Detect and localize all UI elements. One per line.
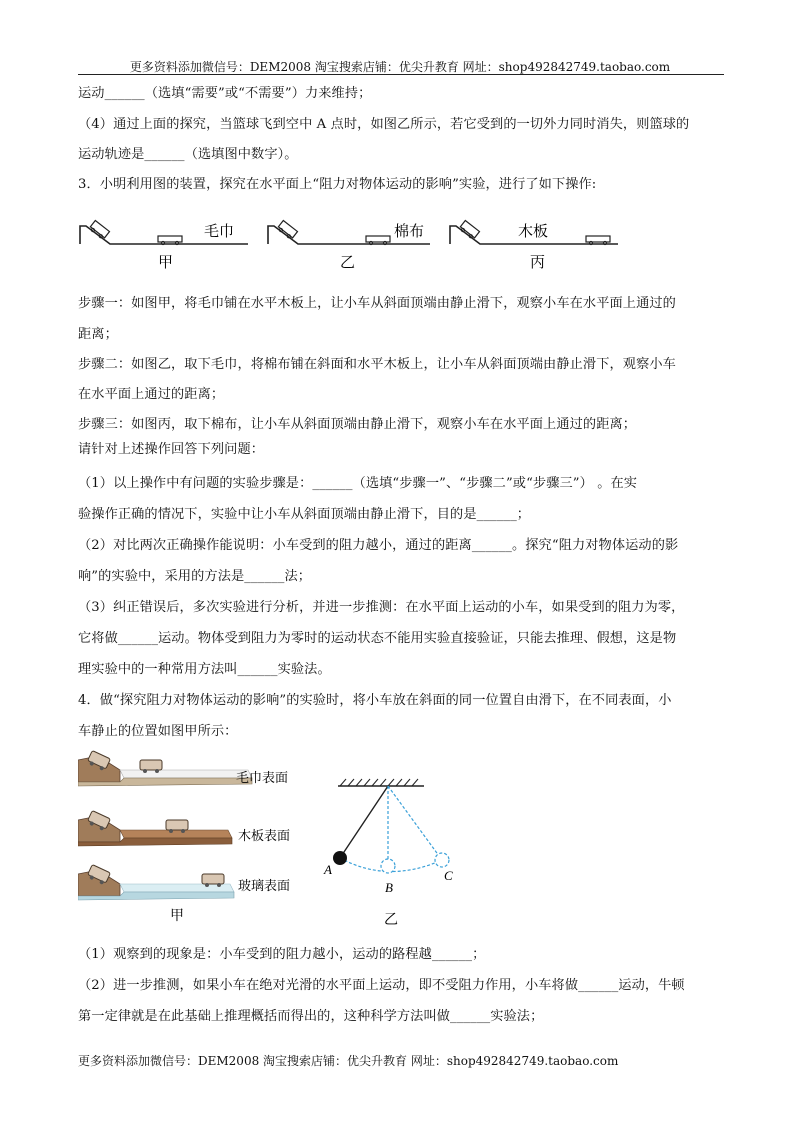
panel-bing	[450, 220, 618, 271]
surface-label: 毛巾表面	[236, 771, 289, 786]
surface-label: 玻璃表面	[238, 879, 291, 894]
page-footer: 更多资料添加微信号：DEM2008 淘宝搜索店铺：优尖升教育 网址：shop492842749.taobao.com	[78, 1054, 619, 1068]
wood-surface-track	[78, 811, 290, 846]
surface-label-wood: 木板	[518, 222, 549, 240]
text-line: 请针对上述操作回答下列问题：	[78, 442, 265, 457]
text-line: 第一定律就是在此基础上推理概括而得出的，这种科学方法叫做______实验法；	[78, 1009, 544, 1024]
surfaces-and-pendulum-figure	[78, 748, 498, 930]
header-rule	[78, 74, 724, 75]
text-line: （1）观察到的现象是：小车受到的阻力越小，运动的路程越______；	[78, 947, 486, 962]
towel-surface-track	[78, 751, 288, 786]
text-line: （3）纠正错误后，多次实验进行分析，并进一步推测：在水平面上运动的小车，如果受到的阻力为零，	[78, 600, 685, 615]
text-line: 在水平面上通过的距离；	[78, 387, 225, 402]
glass-surface-track	[78, 865, 290, 900]
point-label-b: B	[385, 880, 393, 895]
text-line: 步骤三：如图丙，取下棉布，让小车从斜面顶端由静止滑下，观察小车在水平面上通过的距离；	[78, 417, 637, 432]
pendulum-bob-c	[435, 853, 449, 867]
surface-label: 木板表面	[238, 829, 291, 844]
text-line: （2）对比两次正确操作能说明：小车受到的阻力越小，通过的距离______。探究“阻力对物体运动的影	[78, 538, 679, 553]
panel-jia	[80, 220, 248, 271]
text-line: （4）通过上面的探究，当篮球飞到空中 A 点时，如图乙所示，若它受到的一切外力同时消失，则篮球的	[78, 117, 690, 132]
point-label-a: A	[324, 862, 332, 877]
text-line: 运动______（选填“需要”或“不需要”）力来维持；	[78, 86, 372, 101]
panel-caption: 丙	[530, 253, 546, 271]
text-line: （1）以上操作中有问题的实验步骤是：______（选填“步骤一”、“步骤二”或“步骤三”） 。在实	[78, 476, 638, 491]
panel-caption: 甲	[158, 253, 174, 271]
text-line: 距离；	[78, 327, 118, 342]
text-line: 步骤一：如图甲，将毛巾铺在水平木板上，让小车从斜面顶端由静止滑下，观察小车在水平面上通过的	[78, 296, 676, 311]
text-line: 步骤二：如图乙，取下毛巾，将棉布铺在斜面和水平木板上，让小车从斜面顶端由静止滑下，观察小车	[78, 357, 676, 372]
text-line: 4．做“探究阻力对物体运动的影响”的实验时，将小车放在斜面的同一位置自由滑下，在不同表面，小	[78, 693, 672, 708]
pendulum-bob-a	[333, 851, 347, 865]
figure-caption-left: 甲	[170, 908, 184, 924]
surface-label-cotton: 棉布	[394, 222, 425, 240]
text-line: 车静止的位置如图甲所示：	[78, 724, 238, 739]
pendulum-diagram	[323, 779, 453, 928]
point-label-c: C	[444, 868, 453, 883]
surface-label-towel: 毛巾	[204, 222, 235, 240]
page-header: 更多资料添加微信号：DEM2008 淘宝搜索店铺：优尖升教育 网址：shop492842749.taobao.com	[129, 60, 671, 74]
text-line: 理实验中的一种常用方法叫______实验法。	[78, 662, 331, 677]
text-line: 它将做______运动。物体受到阻力为零时的运动状态不能用实验直接验证，只能去推理、假想，这是物	[78, 631, 677, 646]
text-line: （2）进一步推测，如果小车在绝对光滑的水平面上运动，即不受阻力作用，小车将做______运动，牛顿	[78, 978, 685, 993]
text-line: 验操作正确的情况下，实验中让小车从斜面顶端由静止滑下，目的是______；	[78, 507, 531, 522]
incline-experiment-figure	[78, 202, 638, 272]
text-line: 3．小明利用图的装置，探究在水平面上“阻力对物体运动的影响”实验，进行了如下操作:	[78, 177, 597, 192]
figure-caption-right: 乙	[384, 912, 398, 928]
pendulum-bob-b	[381, 859, 395, 873]
panel-yi	[268, 220, 430, 271]
panel-caption: 乙	[340, 253, 356, 271]
text-line: 响”的实验中，采用的方法是______法；	[78, 569, 312, 584]
text-line: 运动轨迹是______（选填图中数字）。	[78, 147, 298, 162]
